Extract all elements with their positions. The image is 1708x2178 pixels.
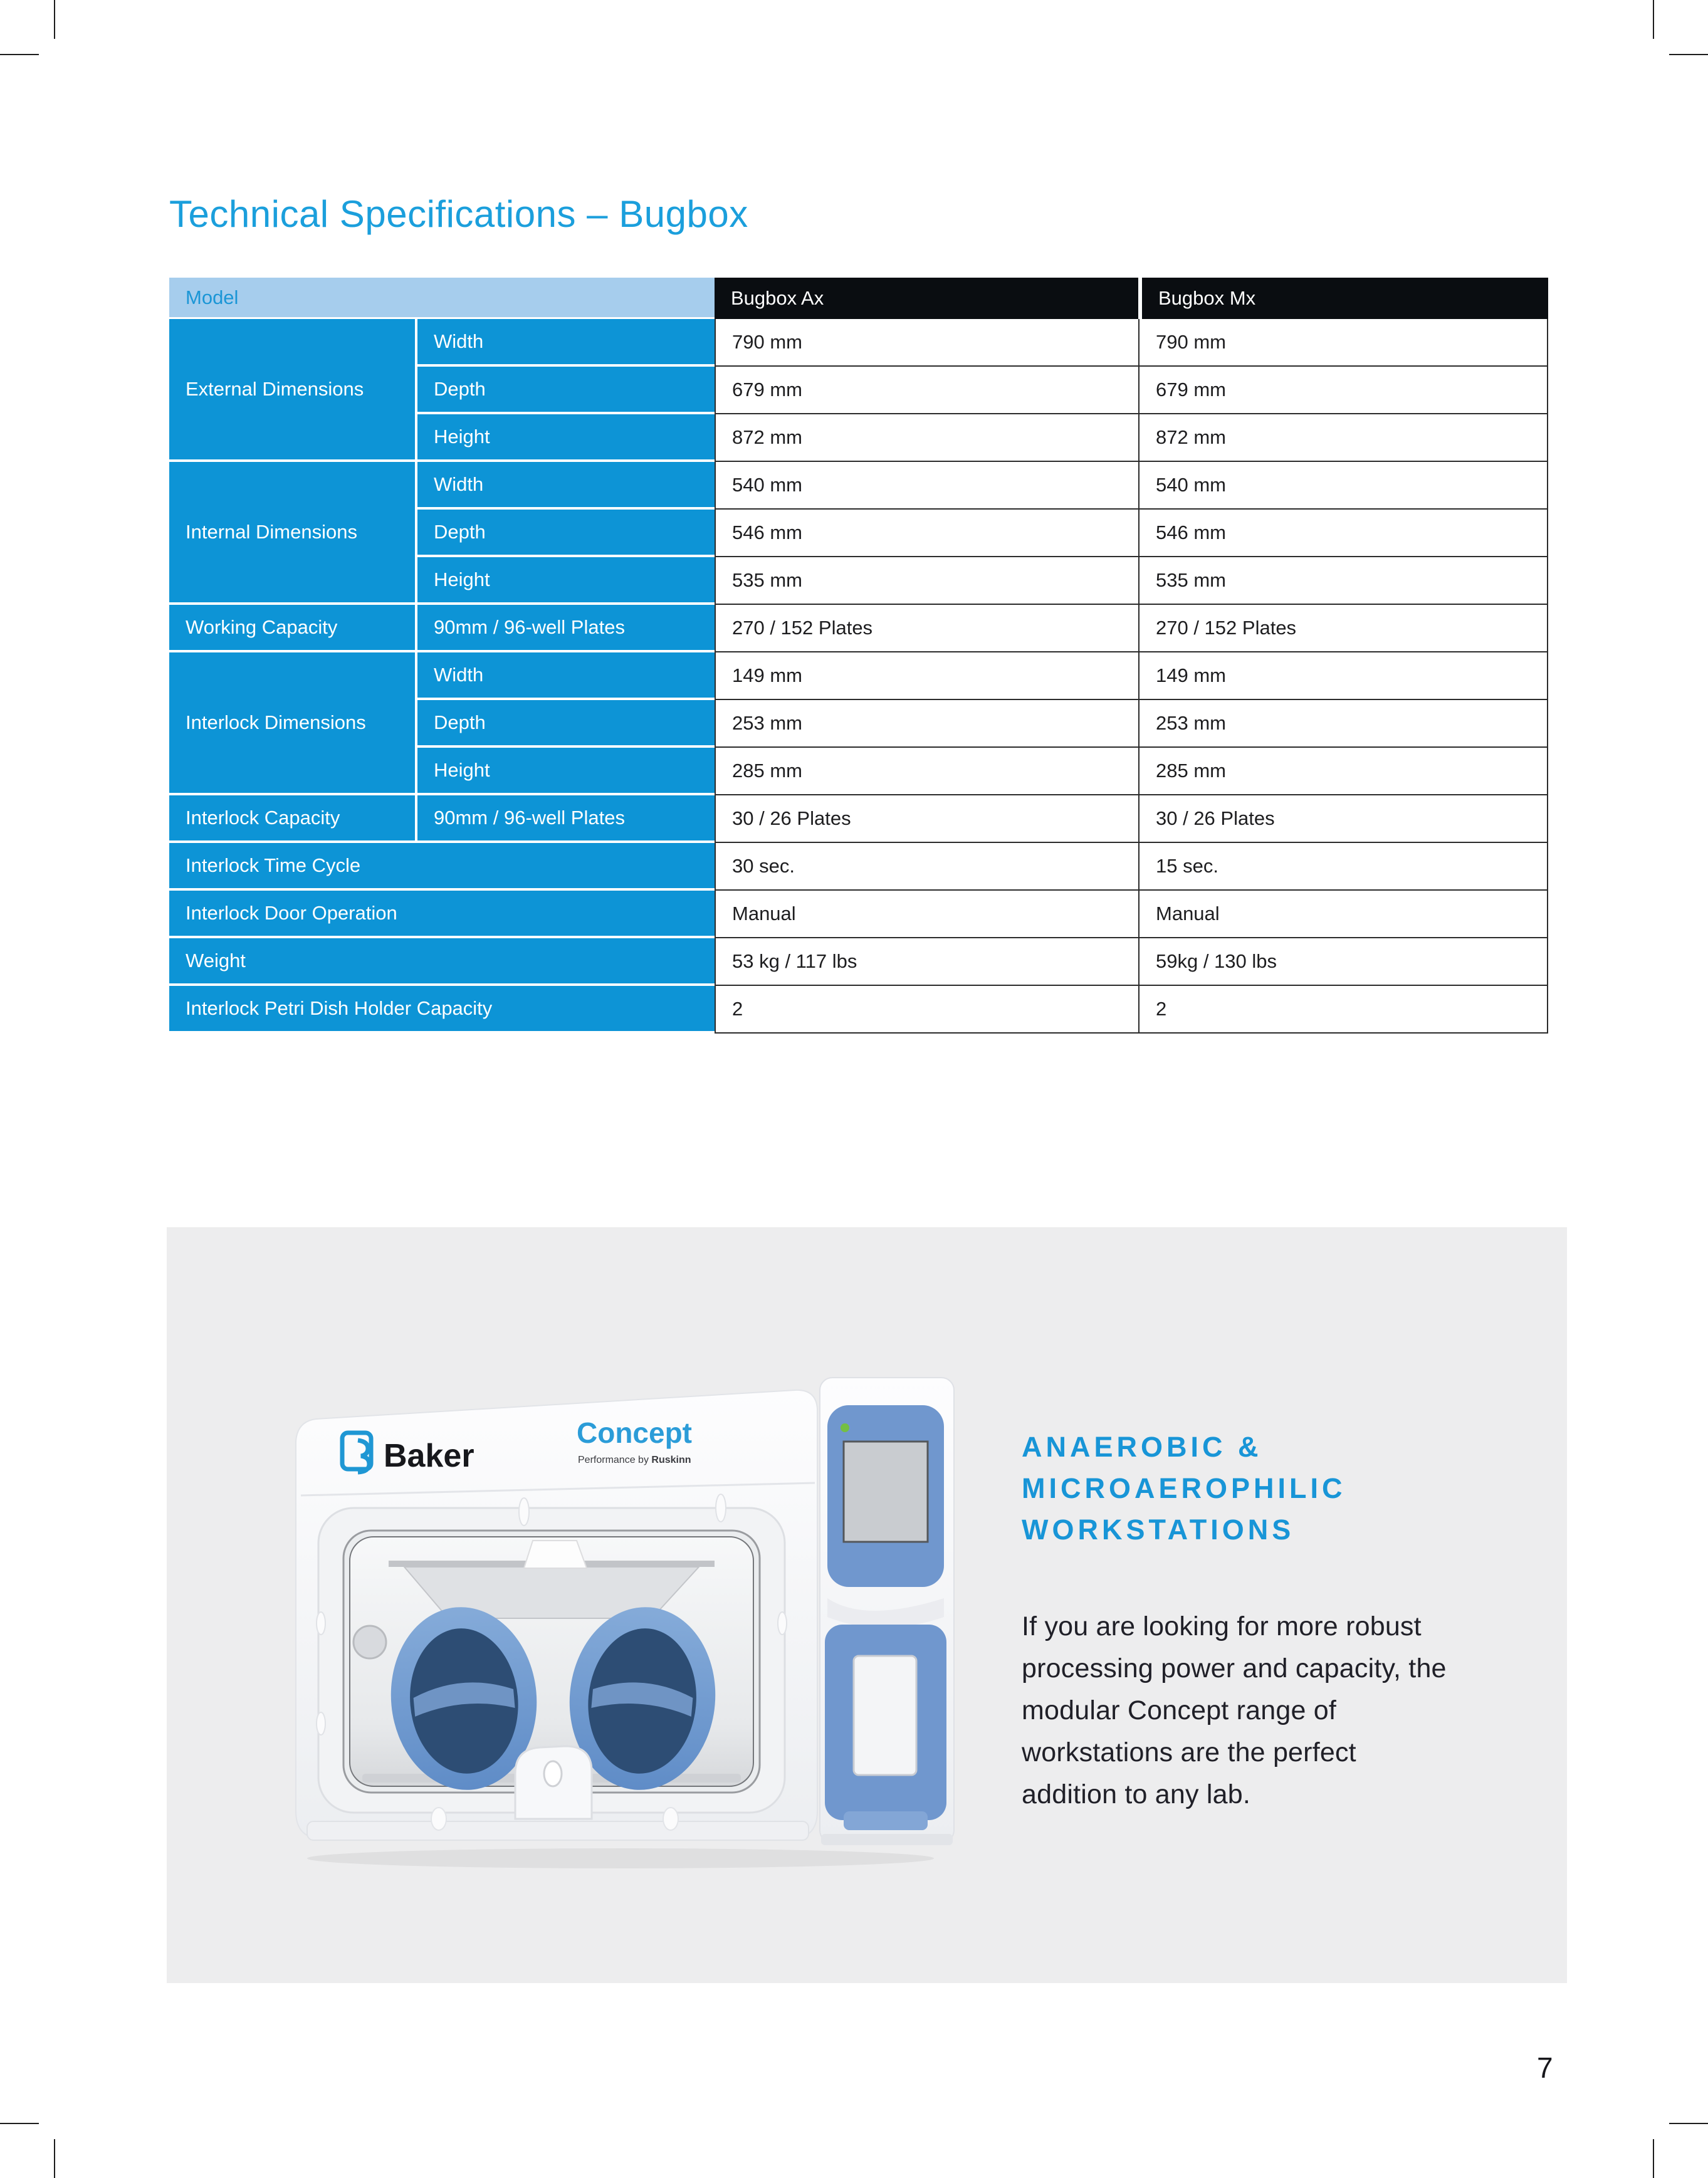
spec-cell-value: 285 mm xyxy=(1138,748,1548,795)
spec-cell-value: 546 mm xyxy=(715,510,1138,557)
pedestal-knob xyxy=(544,1761,562,1786)
vent xyxy=(354,1626,386,1658)
control-screen xyxy=(844,1442,928,1542)
spec-cell-sublabel: Width xyxy=(415,652,715,700)
spec-cell-label: Interlock Petri Dish Holder Capacity xyxy=(169,986,715,1034)
spec-cell-value: 53 kg / 117 lbs xyxy=(715,938,1138,986)
spec-cell-value: 535 mm xyxy=(715,557,1138,605)
crop-mark xyxy=(1653,2139,1654,2178)
crop-mark xyxy=(1669,54,1708,55)
table-row xyxy=(169,986,1548,1034)
power-led xyxy=(841,1423,849,1432)
spec-cell-value: 270 / 152 Plates xyxy=(1138,605,1548,652)
spec-cell-value: 540 mm xyxy=(1138,462,1548,510)
spec-cell-value: 790 mm xyxy=(1138,319,1548,367)
spec-cell-sublabel: 90mm / 96-well Plates xyxy=(415,795,715,843)
spec-cell-sublabel: Height xyxy=(415,557,715,605)
promo-text xyxy=(1022,1427,1498,1816)
spec-cell-value: Manual xyxy=(715,891,1138,938)
baker-wordmark: Baker xyxy=(384,1438,474,1474)
spec-cell-sublabel: 90mm / 96-well Plates xyxy=(415,605,715,652)
spec-cell-value: 285 mm xyxy=(715,748,1138,795)
table-row xyxy=(169,843,1548,891)
spec-cell-value: 2 xyxy=(1138,986,1548,1034)
table-row xyxy=(169,462,1548,510)
table-row xyxy=(169,319,1548,367)
spec-cell-label: External Dimensions xyxy=(169,319,415,462)
spec-cell-value: 2 xyxy=(715,986,1138,1034)
promo-heading-line: ANAEROBIC & xyxy=(1022,1431,1262,1463)
spec-cell-value: 15 sec. xyxy=(1138,843,1548,891)
spec-table xyxy=(169,278,1548,1034)
spec-cell-sublabel: Width xyxy=(415,462,715,510)
spec-cell-value: 872 mm xyxy=(715,414,1138,462)
crop-mark xyxy=(0,2123,39,2124)
spec-cell-label: Interlock Dimensions xyxy=(169,652,415,795)
spec-cell-value: 679 mm xyxy=(715,367,1138,414)
concept-tagline: Performance by Ruskinn xyxy=(578,1455,691,1465)
table-row xyxy=(169,605,1548,652)
concept-wordmark xyxy=(577,1416,692,1465)
spec-cell-black: Bugbox Mx xyxy=(1138,278,1548,319)
spec-cell-value: 30 / 26 Plates xyxy=(1138,795,1548,843)
crop-mark xyxy=(1669,2123,1708,2124)
crop-mark xyxy=(54,0,55,39)
spec-cell-sublabel: Depth xyxy=(415,700,715,748)
spec-cell-label: Working Capacity xyxy=(169,605,415,652)
promo-body-text: If you are looking for more robust processing power and capacity, the modular Concept range of workstations are the perfect addition to any lab. xyxy=(1022,1611,1447,1809)
promo-heading xyxy=(1022,1427,1498,1551)
spec-cell-sublabel: Depth xyxy=(415,367,715,414)
spec-cell-value: 59kg / 130 lbs xyxy=(1138,938,1548,986)
spec-cell-value: 790 mm xyxy=(715,319,1138,367)
spec-cell-value: 30 sec. xyxy=(715,843,1138,891)
table-row xyxy=(169,795,1548,843)
spec-cell-value: 872 mm xyxy=(1138,414,1548,462)
promo-heading-line: WORKSTATIONS xyxy=(1022,1514,1295,1546)
pedestal xyxy=(515,1746,592,1819)
spec-table-body xyxy=(169,278,1548,1034)
spec-cell-value: 546 mm xyxy=(1138,510,1548,557)
table-row xyxy=(169,652,1548,700)
spec-cell-value: 540 mm xyxy=(715,462,1138,510)
table-row xyxy=(169,938,1548,986)
spec-cell-value: 679 mm xyxy=(1138,367,1548,414)
spec-cell-label: Internal Dimensions xyxy=(169,462,415,605)
crop-mark xyxy=(1653,0,1654,39)
spec-cell-value: 535 mm xyxy=(1138,557,1548,605)
spec-cell-value: Manual xyxy=(1138,891,1548,938)
spec-cell-value: 253 mm xyxy=(1138,700,1548,748)
spec-cell-label: Interlock Door Operation xyxy=(169,891,715,938)
spec-cell-value: 149 mm xyxy=(715,652,1138,700)
spec-cell-label: Interlock Capacity xyxy=(169,795,415,843)
device-shadow xyxy=(307,1848,934,1868)
page-title: Technical Specifications – Bugbox xyxy=(169,193,748,235)
control-tower xyxy=(820,1378,954,1845)
spec-cell-sublabel: Width xyxy=(415,319,715,367)
table-row xyxy=(169,891,1548,938)
promo-heading-line: MICROAEROPHILIC xyxy=(1022,1472,1346,1504)
spec-cell-label: Interlock Time Cycle xyxy=(169,843,715,891)
interlock-window xyxy=(854,1656,916,1775)
chamber-light xyxy=(524,1541,587,1568)
spec-cell-model: Model xyxy=(169,278,715,319)
spec-cell-sublabel: Height xyxy=(415,414,715,462)
crop-mark xyxy=(54,2139,55,2178)
spec-cell-black: Bugbox Ax xyxy=(715,278,1138,319)
spec-cell-sublabel: Height xyxy=(415,748,715,795)
crop-mark xyxy=(0,54,39,55)
spec-cell-value: 149 mm xyxy=(1138,652,1548,700)
product-image xyxy=(282,1373,962,1877)
spec-cell-label: Weight xyxy=(169,938,715,986)
table-row xyxy=(169,278,1548,319)
spec-cell-sublabel: Depth xyxy=(415,510,715,557)
promo-section xyxy=(167,1227,1567,1983)
page-number: 7 xyxy=(1537,2051,1553,2084)
concept-name: Concept xyxy=(577,1416,692,1449)
spec-cell-value: 30 / 26 Plates xyxy=(715,795,1138,843)
spec-cell-value: 270 / 152 Plates xyxy=(715,605,1138,652)
spec-cell-value: 253 mm xyxy=(715,700,1138,748)
